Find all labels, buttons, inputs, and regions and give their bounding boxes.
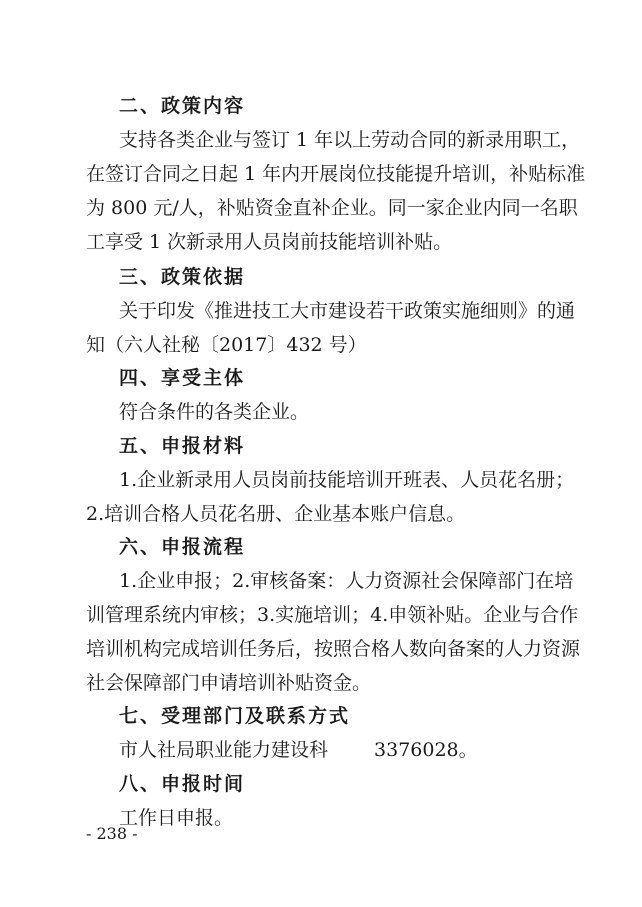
section-heading-contact: 七、受理部门及联系方式 (119, 705, 351, 727)
section-heading-beneficiary: 四、享受主体 (119, 367, 246, 389)
policy-content-line-2: 在签订合同之日起 1 年内开展岗位技能提升培训，补贴标准 (86, 163, 586, 185)
materials-line-2: 2.培训合格人员花名册、企业基本账户信息。 (86, 503, 466, 525)
process-line-2: 训管理系统内审核；3.实施培训；4.申领补贴。企业与合作 (86, 604, 579, 626)
section-heading-policy-basis: 三、政策依据 (119, 266, 246, 288)
section-heading-materials: 五、申报材料 (119, 435, 246, 457)
policy-basis-line-1: 关于印发《推进技工大市建设若干政策实施细则》的通 (119, 300, 576, 322)
policy-basis-line-2: 知（六人社秘〔2017〕432 号） (86, 334, 367, 356)
contact-department: 市人社局职业能力建设科 (119, 739, 329, 761)
contact-line (119, 737, 642, 763)
process-line-4: 社会保障部门申请培训补贴资金。 (86, 672, 372, 694)
contact-phone: 3376028。 (374, 739, 478, 761)
policy-content-line-1: 支持各类企业与签订 1 年以上劳动合同的新录用职工， (119, 129, 581, 151)
materials-line-1: 1.企业新录用人员岗前技能培训开班表、人员花名册； (119, 469, 575, 491)
section-heading-application-time: 八、申报时间 (119, 773, 246, 795)
application-time-line-1: 工作日申报。 (119, 807, 234, 829)
policy-content-line-3: 为 800 元/人，补贴资金直补企业。同一家企业内同一名职 (86, 197, 578, 219)
section-heading-process: 六、申报流程 (119, 536, 246, 558)
process-line-3: 培训机构完成培训任务后，按照合格人数向备案的人力资源 (86, 638, 581, 660)
page-number: - 238 - (86, 824, 138, 843)
section-heading-policy-content: 二、政策内容 (119, 95, 246, 117)
policy-content-line-4: 工享受 1 次新录用人员岗前技能培训补贴。 (86, 231, 453, 253)
process-line-1: 1.企业申报；2.审核备案：人力资源社会保障部门在培 (119, 570, 574, 592)
beneficiary-line-1: 符合条件的各类企业。 (119, 401, 310, 423)
